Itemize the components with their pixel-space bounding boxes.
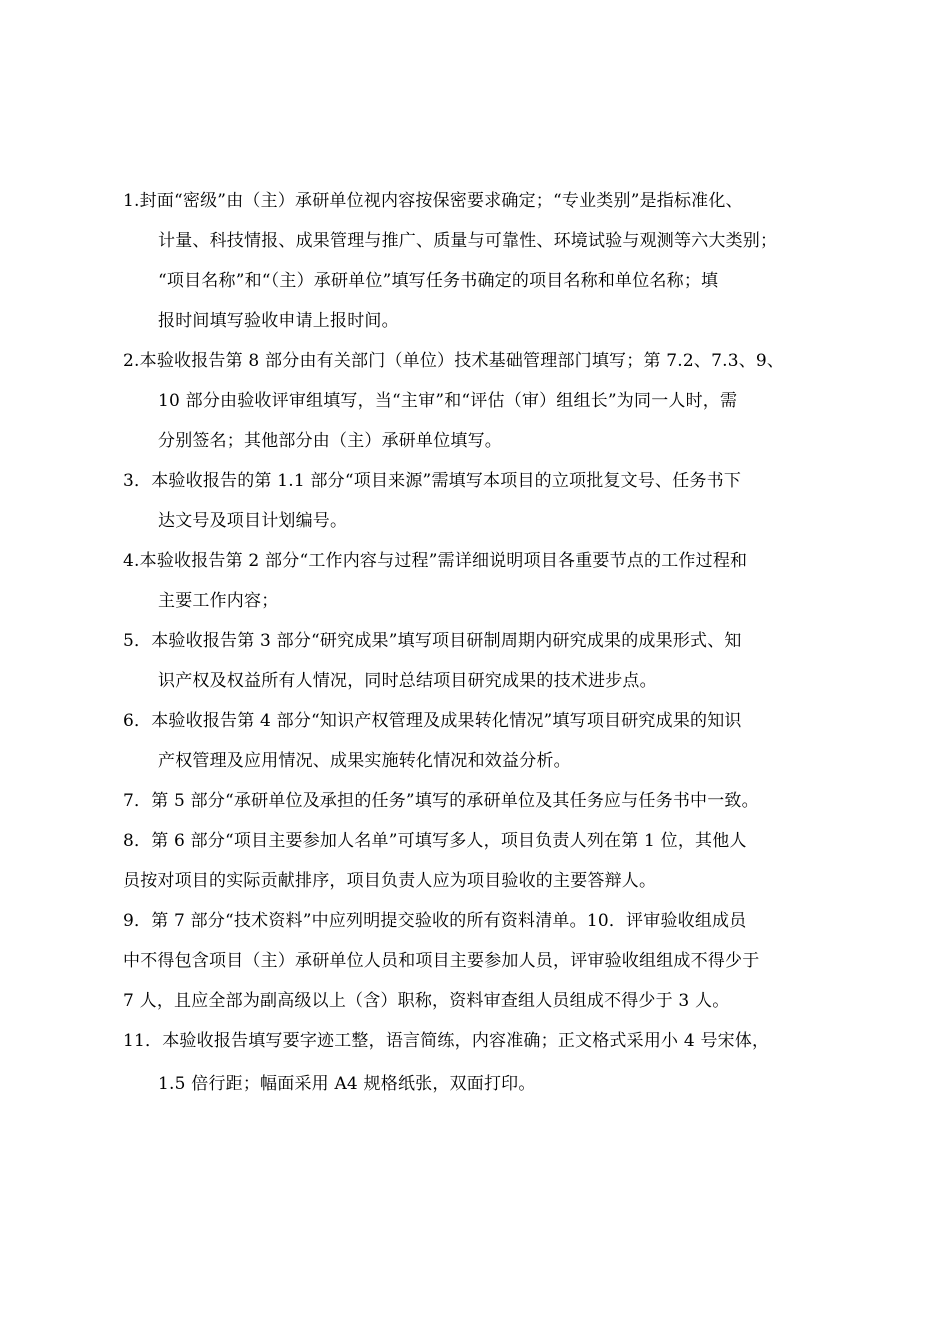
note-8-line-2: 员按对项目的实际贡献排序，项目负责人应为项目验收的主要答辩人。 xyxy=(123,871,657,891)
note-11-line-2: 1.5 倍行距；幅面采用 A4 规格纸张，双面打印。 xyxy=(158,1074,536,1094)
note-1-line-2: 计量、科技情报、成果管理与推广、质量与可靠性、环境试验与观测等六大类别； xyxy=(158,231,778,251)
note-9-line-1: 9．第 7 部分“技术资料”中应列明提交验收的所有资料清单。10．评审验收组成员 xyxy=(123,911,747,931)
note-2-line-1: 2.本验收报告第 8 部分由有关部门（单位）技术基础管理部门填写；第 7.2、7.3、9、 xyxy=(123,351,785,371)
note-5-line-2: 识产权及权益所有人情况，同时总结项目研究成果的技术进步点。 xyxy=(158,671,657,691)
note-2-line-3: 分别签名；其他部分由（主）承研单位填写。 xyxy=(158,431,502,451)
note-4-line-1: 4.本验收报告第 2 部分“工作内容与过程”需详细说明项目各重要节点的工作过程和 xyxy=(123,551,748,571)
note-3-line-2: 达文号及项目计划编号。 xyxy=(158,511,348,531)
note-6-line-1: 6．本验收报告第 4 部分“知识产权管理及成果转化情况”填写项目研究成果的知识 xyxy=(123,711,742,731)
note-4-line-2: 主要工作内容； xyxy=(158,591,279,611)
note-8-line-1: 8．第 6 部分“项目主要参加人名单”可填写多人，项目负责人列在第 1 位，其他人 xyxy=(123,831,747,851)
note-9-line-3: 7 人，且应全部为副高级以上（含）职称，资料审查组人员组成不得少于 3 人。 xyxy=(123,991,730,1011)
note-3-line-1: 3．本验收报告的第 1.1 部分“项目来源”需填写本项目的立项批复文号、任务书下 xyxy=(123,471,742,491)
note-1-line-1: 1.封面“密级”由（主）承研单位视内容按保密要求确定；“专业类别”是指标准化、 xyxy=(123,191,743,211)
note-1-line-3: “项目名称”和“（主）承研单位”填写任务书确定的项目名称和单位名称；填 xyxy=(158,271,719,291)
note-1-line-4: 报时间填写验收申请上报时间。 xyxy=(158,311,399,331)
note-7-line-1: 7．第 5 部分“承研单位及承担的任务”填写的承研单位及其任务应与任务书中一致。 xyxy=(123,791,759,811)
note-2-line-2: 10 部分由验收评审组填写，当“主审”和“评估（审）组组长”为同一人时，需 xyxy=(158,391,738,411)
note-6-line-2: 产权管理及应用情况、成果实施转化情况和效益分析。 xyxy=(158,751,571,771)
note-9-line-2: 中不得包含项目（主）承研单位人员和项目主要参加人员，评审验收组组成不得少于 xyxy=(123,951,760,971)
note-5-line-1: 5．本验收报告第 3 部分“研究成果”填写项目研制周期内研究成果的成果形式、知 xyxy=(123,631,742,651)
note-11-line-1: 11．本验收报告填写要字迹工整，语言简练，内容准确；正文格式采用小 4 号宋体， xyxy=(123,1031,770,1051)
